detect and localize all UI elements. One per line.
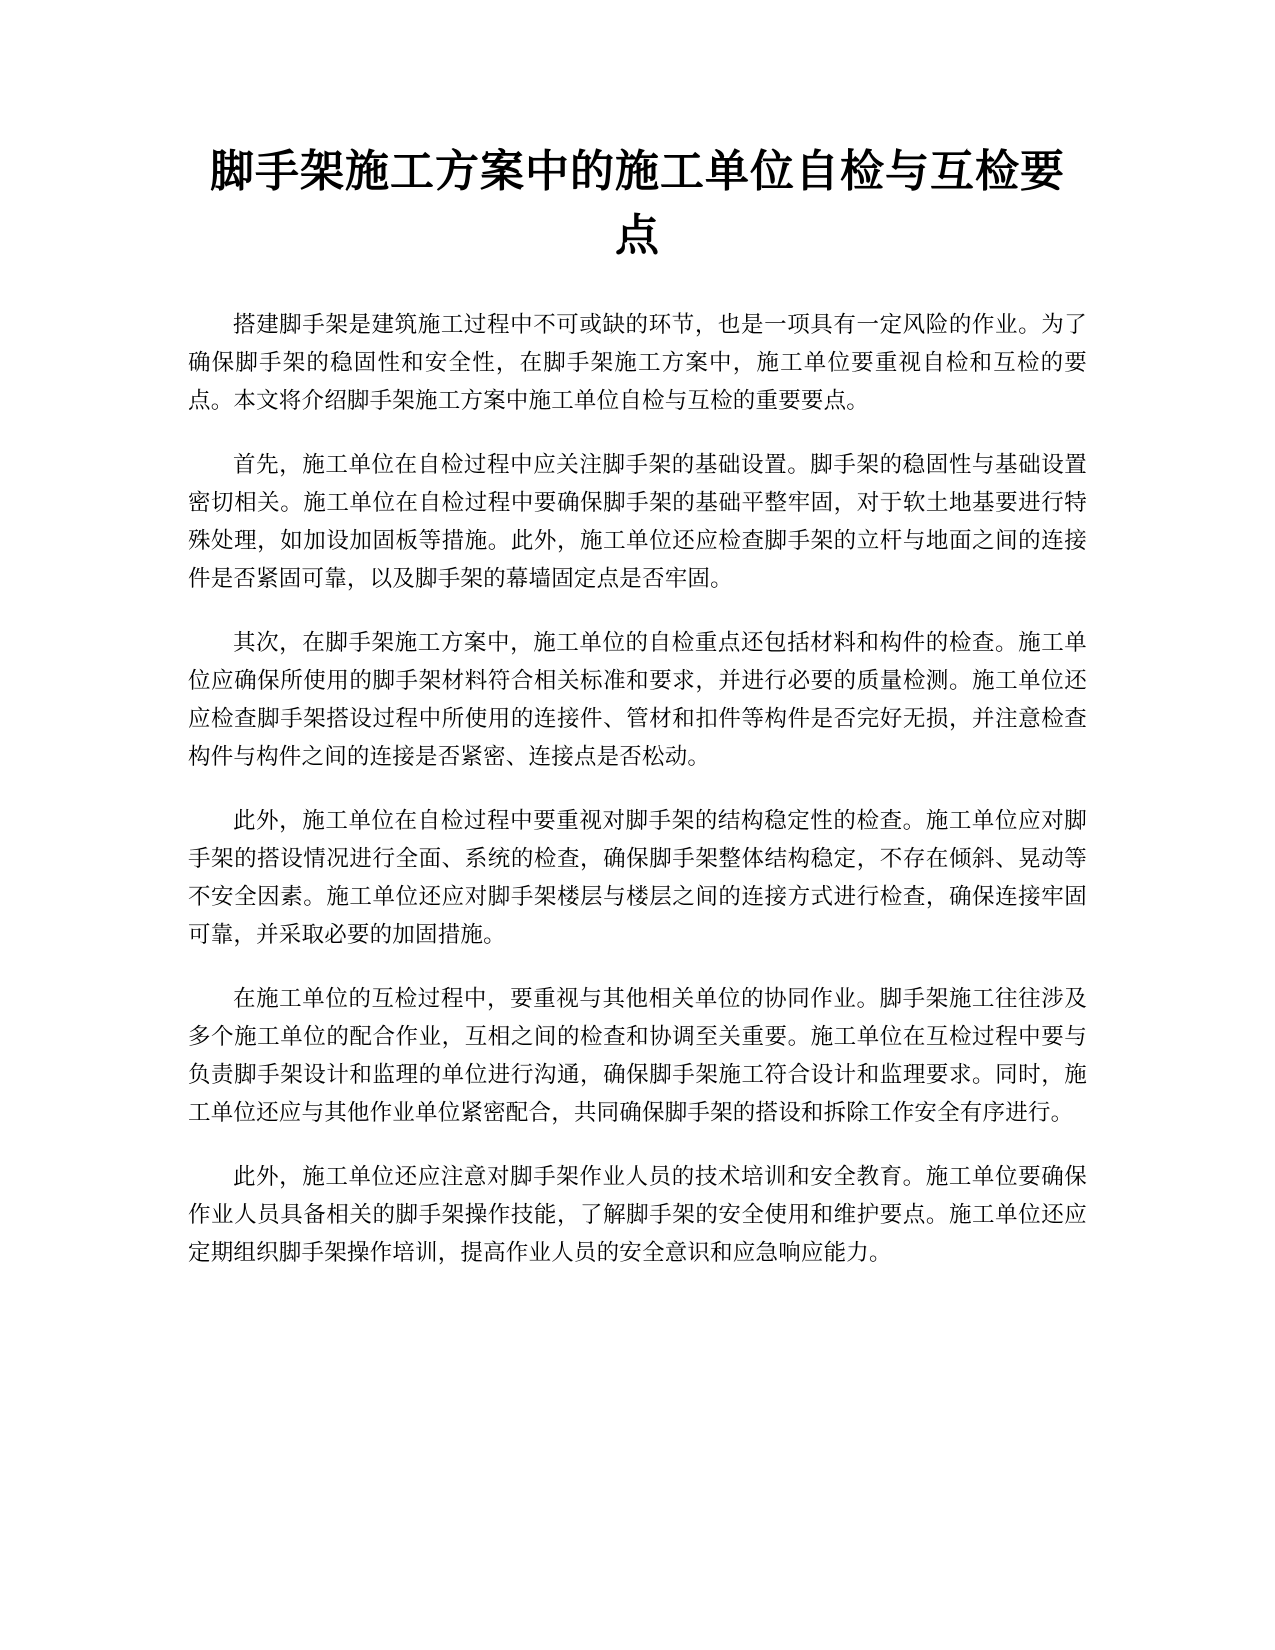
paragraph-foundation: 首先，施工单位在自检过程中应关注脚手架的基础设置。脚手架的稳固性与基础设置密切相关。施工单位在自检过程中要确保脚手架的基础平整牢固，对于软土地基要进行特殊处理，如加设加固板等措施。此外，施工单位还应检查脚手架的立杆与地面之间的连接件是否紧固可靠，以及脚手架的幕墙固定点是否牢固。 — [188, 452, 1087, 592]
paragraph-mutual-check: 在施工单位的互检过程中，要重视与其他相关单位的协同作业。脚手架施工往往涉及多个施工单位的配合作业，互相之间的检查和协调至关重要。施工单位在互检过程中要与负责脚手架设计和监理的单位进行沟通，确保脚手架施工符合设计和监理要求。同时，施工单位还应与其他作业单位紧密配合，共同确保脚手架的搭设和拆除工作安全有序进行。 — [188, 986, 1087, 1126]
paragraph-intro: 搭建脚手架是建筑施工过程中不可或缺的环节，也是一项具有一定风险的作业。为了确保脚手架的稳固性和安全性，在脚手架施工方案中，施工单位要重视自检和互检的要点。本文将介绍脚手架施工方案中施工单位自检与互检的重要要点。 — [188, 312, 1087, 414]
document-title: 脚手架施工方案中的施工单位自检与互检要点 — [210, 146, 1065, 261]
paragraph-materials: 其次，在脚手架施工方案中，施工单位的自检重点还包括材料和构件的检查。施工单位应确保所使用的脚手架材料符合相关标准和要求，并进行必要的质量检测。施工单位还应检查脚手架搭设过程中所使用的连接件、管材和扣件等构件是否完好无损，并注意检查构件与构件之间的连接是否紧密、连接点是否松动。 — [188, 630, 1087, 770]
paragraph-training: 此外，施工单位还应注意对脚手架作业人员的技术培训和安全教育。施工单位要确保作业人员具备相关的脚手架操作技能，了解脚手架的安全使用和维护要点。施工单位还应定期组织脚手架操作培训，提高作业人员的安全意识和应急响应能力。 — [188, 1164, 1087, 1266]
paragraph-structure: 此外，施工单位在自检过程中要重视对脚手架的结构稳定性的检查。施工单位应对脚手架的搭设情况进行全面、系统的检查，确保脚手架整体结构稳定，不存在倾斜、晃动等不安全因素。施工单位还应对脚手架楼层与楼层之间的连接方式进行检查，确保连接牢固可靠，并采取必要的加固措施。 — [188, 808, 1087, 948]
